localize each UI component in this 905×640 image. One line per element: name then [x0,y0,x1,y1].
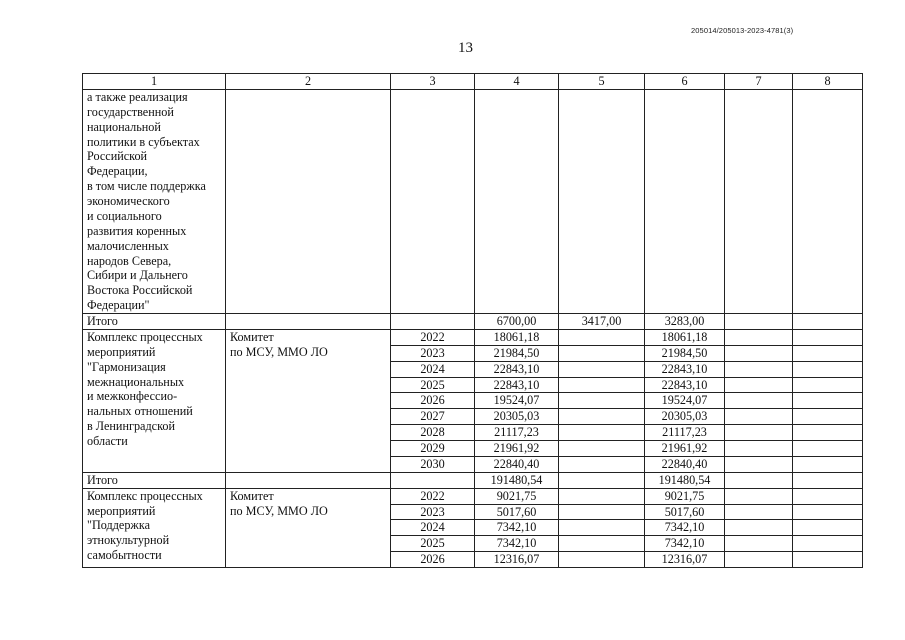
continued-row [83,89,863,313]
empty-cell [725,488,793,504]
value-col6: 12316,07 [645,552,725,568]
year-cell: 2027 [391,409,475,425]
total-label: Итого [83,314,226,330]
empty-cell [793,536,863,552]
year-cell: 2024 [391,361,475,377]
value-col4: 22843,10 [475,361,559,377]
data-row [83,488,863,504]
empty-cell [725,393,793,409]
year-cell: 2026 [391,393,475,409]
value-col4: 5017,60 [475,504,559,520]
empty-cell [725,409,793,425]
empty-cell [559,456,645,472]
empty-cell [725,425,793,441]
total-col4: 191480,54 [475,472,559,488]
empty-cell [793,89,863,313]
empty-cell [559,472,645,488]
empty-cell [793,314,863,330]
total-col4: 6700,00 [475,314,559,330]
value-col4: 12316,07 [475,552,559,568]
empty-cell [793,377,863,393]
value-col6: 7342,10 [645,520,725,536]
program-name: Комплекс процессных мероприятий "Поддержка этнокультурной самобытности [83,488,226,567]
value-col6: 7342,10 [645,536,725,552]
empty-cell [725,361,793,377]
year-cell: 2023 [391,504,475,520]
empty-cell [793,472,863,488]
empty-cell [793,504,863,520]
empty-cell [725,520,793,536]
value-col6: 22840,40 [645,456,725,472]
empty-cell [559,345,645,361]
document-id: 205014/205013-2023-4781(3) [691,26,794,35]
empty-cell [391,314,475,330]
empty-cell [226,472,391,488]
program-name: Комплекс процессных мероприятий "Гармонизация межнациональных и межконфессио- нальных отношений в Ленинградской области [83,329,226,472]
empty-cell [559,393,645,409]
empty-cell [559,552,645,568]
value-col6: 22843,10 [645,377,725,393]
empty-cell [559,377,645,393]
value-col4: 7342,10 [475,520,559,536]
empty-cell [793,488,863,504]
empty-cell [725,345,793,361]
empty-cell [725,377,793,393]
column-header: 7 [725,74,793,90]
value-col4: 22840,40 [475,456,559,472]
year-cell: 2024 [391,520,475,536]
empty-cell [725,314,793,330]
year-cell: 2025 [391,536,475,552]
empty-cell [793,552,863,568]
empty-cell [793,456,863,472]
year-cell: 2025 [391,377,475,393]
value-col4: 21117,23 [475,425,559,441]
empty-cell [793,520,863,536]
year-cell: 2028 [391,425,475,441]
empty-cell [725,329,793,345]
budget-table [82,73,863,568]
value-col6: 21117,23 [645,425,725,441]
empty-cell [391,472,475,488]
total-col6: 3283,00 [645,314,725,330]
empty-cell [559,504,645,520]
total-row [83,314,863,330]
empty-cell [725,456,793,472]
empty-cell [559,536,645,552]
column-header: 1 [83,74,226,90]
value-col6: 19524,07 [645,393,725,409]
column-header: 4 [475,74,559,90]
total-label: Итого [83,472,226,488]
value-col4: 21984,50 [475,345,559,361]
empty-cell [725,441,793,457]
total-row [83,472,863,488]
empty-cell [793,441,863,457]
empty-cell [793,409,863,425]
value-col4: 21961,92 [475,441,559,457]
value-col4: 22843,10 [475,377,559,393]
empty-cell [793,425,863,441]
year-cell: 2030 [391,456,475,472]
empty-cell [793,329,863,345]
empty-cell [559,361,645,377]
empty-cell [559,520,645,536]
total-col5: 3417,00 [559,314,645,330]
empty-cell [725,536,793,552]
column-header-row [83,74,863,90]
total-col6: 191480,54 [645,472,725,488]
column-header: 5 [559,74,645,90]
executor-name: Комитет по МСУ, ММО ЛО [226,329,391,472]
empty-cell [725,472,793,488]
value-col4: 20305,03 [475,409,559,425]
empty-cell [793,345,863,361]
value-col6: 21984,50 [645,345,725,361]
year-cell: 2022 [391,488,475,504]
value-col6: 21961,92 [645,441,725,457]
value-col4: 19524,07 [475,393,559,409]
value-col4: 18061,18 [475,329,559,345]
value-col4: 7342,10 [475,536,559,552]
value-col4: 9021,75 [475,488,559,504]
empty-cell [391,89,475,313]
empty-cell [645,89,725,313]
empty-cell [793,361,863,377]
value-col6: 5017,60 [645,504,725,520]
empty-cell [725,552,793,568]
year-cell: 2022 [391,329,475,345]
empty-cell [725,504,793,520]
data-row [83,329,863,345]
value-col6: 20305,03 [645,409,725,425]
year-cell: 2029 [391,441,475,457]
empty-cell [475,89,559,313]
empty-cell [559,89,645,313]
empty-cell [559,329,645,345]
empty-cell [559,425,645,441]
empty-cell [725,89,793,313]
empty-cell [559,441,645,457]
empty-cell [559,409,645,425]
year-cell: 2026 [391,552,475,568]
column-header: 3 [391,74,475,90]
value-col6: 9021,75 [645,488,725,504]
value-col6: 22843,10 [645,361,725,377]
empty-cell [793,393,863,409]
page-number: 13 [458,40,473,56]
executor-name: Комитет по МСУ, ММО ЛО [226,488,391,567]
column-header: 6 [645,74,725,90]
column-header: 2 [226,74,391,90]
value-col6: 18061,18 [645,329,725,345]
column-header: 8 [793,74,863,90]
empty-cell [226,314,391,330]
year-cell: 2023 [391,345,475,361]
program-description: а также реализация государственной национальной политики в субъектах Российской Федерации, в том числе поддержка экономического и социального развития коренных малочисленных народов Севера, Сибири и Дальнего Востока Российской Федерации" [83,89,226,313]
empty-cell [559,488,645,504]
empty-cell [226,89,391,313]
